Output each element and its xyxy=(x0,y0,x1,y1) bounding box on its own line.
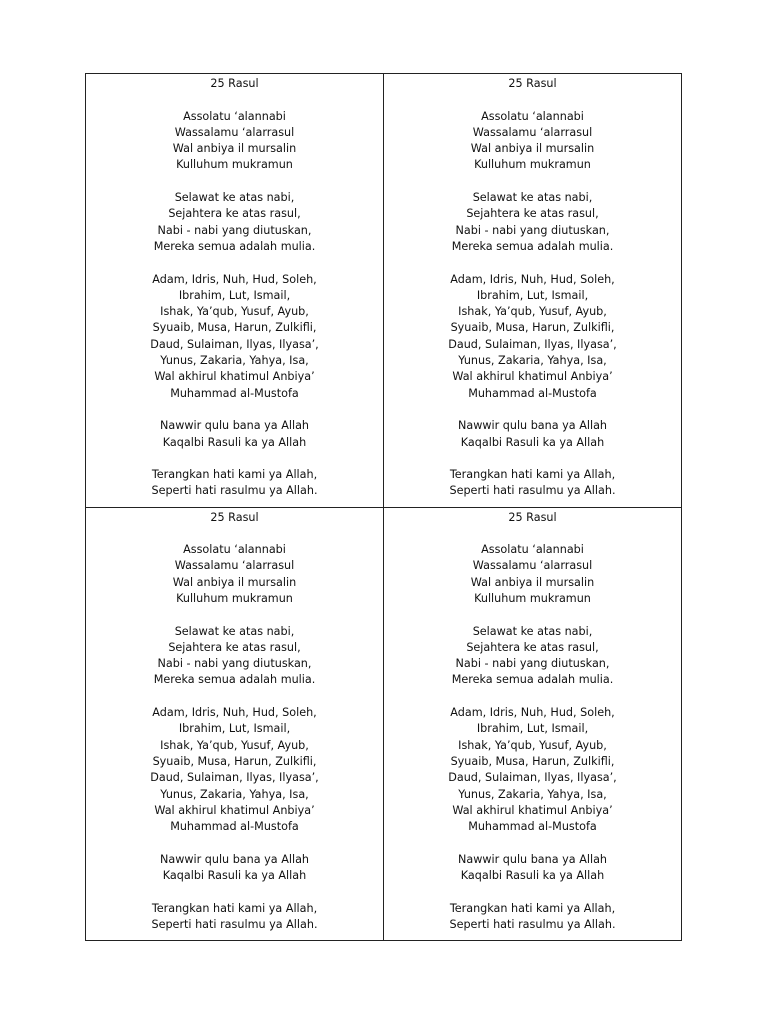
lyrics-card xyxy=(384,507,682,941)
lyric-line: Terangkan hati kami ya Allah, xyxy=(449,468,616,482)
stanza xyxy=(86,272,383,402)
lyric-line: Nabi - nabi yang diutuskan, xyxy=(157,657,312,671)
lyric-line: Seperti hati rasulmu ya Allah. xyxy=(449,917,616,931)
stanza xyxy=(86,624,383,689)
lyric-line: Sejahtera ke atas rasul, xyxy=(466,207,599,221)
lyric-line: Muhammad al-Mustofa xyxy=(170,386,299,400)
lyric-line: Wal akhirul khatimul Anbiya’ xyxy=(452,370,613,384)
lyric-line: Mereka semua adalah mulia. xyxy=(451,239,614,253)
lyric-line: Assolatu ‘alannabi xyxy=(183,109,286,123)
lyric-line: Daud, Sulaiman, Ilyas, Ilyasa’, xyxy=(150,771,319,785)
lyric-line: Muhammad al-Mustofa xyxy=(468,386,597,400)
lyric-line: Mereka semua adalah mulia. xyxy=(153,673,316,687)
lyric-line: Selawat ke atas nabi, xyxy=(472,624,593,638)
lyric-line: Mereka semua adalah mulia. xyxy=(451,673,614,687)
lyric-line: Assolatu ‘alannabi xyxy=(183,543,286,557)
lyric-line: Yunus, Zakaria, Yahya, Isa, xyxy=(458,787,607,801)
lyric-line: Seperti hati rasulmu ya Allah. xyxy=(151,917,318,931)
lyric-line: Kaqalbi Rasuli ka ya Allah xyxy=(162,435,307,449)
lyric-line: Wassalamu ‘alarrasul xyxy=(174,125,295,139)
lyric-line: Terangkan hati kami ya Allah, xyxy=(449,901,616,915)
lyric-line: Sejahtera ke atas rasul, xyxy=(168,640,301,654)
stanza xyxy=(384,190,681,255)
lyric-line: Syuaib, Musa, Harun, Zulkifli, xyxy=(450,754,615,768)
lyric-line: Kulluhum mukramun xyxy=(474,158,591,172)
lyric-line: Adam, Idris, Nuh, Hud, Soleh, xyxy=(152,706,317,720)
lyric-line: Wal anbiya il mursalin xyxy=(470,575,595,589)
stanza xyxy=(86,109,383,174)
lyric-line: Kulluhum mukramun xyxy=(474,591,591,605)
stanza xyxy=(384,418,681,451)
stanza xyxy=(384,705,681,835)
lyric-line: Yunus, Zakaria, Yahya, Isa, xyxy=(160,354,309,368)
card-content xyxy=(86,508,383,934)
card-content xyxy=(384,508,681,934)
lyric-line: Wassalamu ‘alarrasul xyxy=(174,559,295,573)
lyric-line: Adam, Idris, Nuh, Hud, Soleh, xyxy=(450,272,615,286)
lyric-line: Ibrahim, Lut, Ismail, xyxy=(178,722,291,736)
card-content xyxy=(86,74,383,500)
stanza xyxy=(86,852,383,885)
lyric-line: Muhammad al-Mustofa xyxy=(170,820,299,834)
lyric-line: Daud, Sulaiman, Ilyas, Ilyasa’, xyxy=(150,337,319,351)
lyric-line: Ishak, Ya’qub, Yusuf, Ayub, xyxy=(458,305,607,319)
lyric-line: Wassalamu ‘alarrasul xyxy=(472,559,593,573)
lyric-line: Kaqalbi Rasuli ka ya Allah xyxy=(460,869,605,883)
lyric-line: Nawwir qulu bana ya Allah xyxy=(457,852,608,866)
lyric-line: Sejahtera ke atas rasul, xyxy=(168,207,301,221)
stanza xyxy=(86,467,383,500)
lyric-line: Ishak, Ya’qub, Yusuf, Ayub, xyxy=(458,738,607,752)
lyric-line: Nawwir qulu bana ya Allah xyxy=(159,852,310,866)
lyric-line: Selawat ke atas nabi, xyxy=(472,191,593,205)
stanza xyxy=(384,272,681,402)
lyric-line: Ibrahim, Lut, Ismail, xyxy=(178,288,291,302)
lyrics-card xyxy=(384,74,682,508)
lyric-line: Muhammad al-Mustofa xyxy=(468,820,597,834)
card-title: 25 Rasul xyxy=(210,510,259,524)
stanza xyxy=(86,418,383,451)
lyrics-card-grid xyxy=(85,73,682,941)
stanza xyxy=(86,901,383,934)
card-content xyxy=(384,74,681,500)
lyric-line: Syuaib, Musa, Harun, Zulkifli, xyxy=(450,321,615,335)
lyric-line: Kulluhum mukramun xyxy=(176,591,293,605)
lyric-line: Wassalamu ‘alarrasul xyxy=(472,125,593,139)
card-title: 25 Rasul xyxy=(508,510,557,524)
lyric-line: Selawat ke atas nabi, xyxy=(174,191,295,205)
lyric-line: Seperti hati rasulmu ya Allah. xyxy=(151,484,318,498)
card-row xyxy=(86,507,682,941)
lyric-line: Wal akhirul khatimul Anbiya’ xyxy=(154,370,315,384)
stanza xyxy=(384,901,681,934)
lyric-line: Nabi - nabi yang diutuskan, xyxy=(455,657,610,671)
lyric-line: Kulluhum mukramun xyxy=(176,158,293,172)
lyric-line: Wal akhirul khatimul Anbiya’ xyxy=(154,803,315,817)
lyric-line: Wal anbiya il mursalin xyxy=(172,575,297,589)
lyric-line: Assolatu ‘alannabi xyxy=(481,543,584,557)
card-title: 25 Rasul xyxy=(508,77,557,90)
lyric-line: Assolatu ‘alannabi xyxy=(481,109,584,123)
lyric-line: Ishak, Ya’qub, Yusuf, Ayub, xyxy=(160,738,309,752)
card-title: 25 Rasul xyxy=(210,77,259,90)
lyric-line: Ibrahim, Lut, Ismail, xyxy=(476,722,589,736)
lyric-line: Ishak, Ya’qub, Yusuf, Ayub, xyxy=(160,305,309,319)
lyric-line: Wal anbiya il mursalin xyxy=(172,142,297,156)
lyric-line: Ibrahim, Lut, Ismail, xyxy=(476,288,589,302)
lyric-line: Selawat ke atas nabi, xyxy=(174,624,295,638)
lyric-line: Seperti hati rasulmu ya Allah. xyxy=(449,484,616,498)
lyric-line: Yunus, Zakaria, Yahya, Isa, xyxy=(458,354,607,368)
lyrics-card xyxy=(86,507,384,941)
lyric-line: Nawwir qulu bana ya Allah xyxy=(457,419,608,433)
stanza xyxy=(384,467,681,500)
lyric-line: Nabi - nabi yang diutuskan, xyxy=(157,223,312,237)
lyric-line: Kaqalbi Rasuli ka ya Allah xyxy=(460,435,605,449)
stanza xyxy=(384,542,681,607)
lyric-line: Kaqalbi Rasuli ka ya Allah xyxy=(162,869,307,883)
lyric-line: Nabi - nabi yang diutuskan, xyxy=(455,223,610,237)
lyric-line: Adam, Idris, Nuh, Hud, Soleh, xyxy=(152,272,317,286)
lyric-line: Daud, Sulaiman, Ilyas, Ilyasa’, xyxy=(448,337,617,351)
lyric-line: Adam, Idris, Nuh, Hud, Soleh, xyxy=(450,706,615,720)
lyric-line: Syuaib, Musa, Harun, Zulkifli, xyxy=(152,754,317,768)
lyric-line: Nawwir qulu bana ya Allah xyxy=(159,419,310,433)
lyric-line: Mereka semua adalah mulia. xyxy=(153,239,316,253)
stanza xyxy=(86,705,383,835)
lyric-line: Yunus, Zakaria, Yahya, Isa, xyxy=(160,787,309,801)
card-row xyxy=(86,74,682,508)
stanza xyxy=(86,190,383,255)
lyric-line: Syuaib, Musa, Harun, Zulkifli, xyxy=(152,321,317,335)
stanza xyxy=(384,852,681,885)
stanza xyxy=(86,542,383,607)
lyric-line: Terangkan hati kami ya Allah, xyxy=(151,468,318,482)
lyrics-card xyxy=(86,74,384,508)
lyric-line: Wal akhirul khatimul Anbiya’ xyxy=(452,803,613,817)
stanza xyxy=(384,624,681,689)
stanza xyxy=(384,109,681,174)
lyric-line: Sejahtera ke atas rasul, xyxy=(466,640,599,654)
lyric-line: Daud, Sulaiman, Ilyas, Ilyasa’, xyxy=(448,771,617,785)
lyric-line: Wal anbiya il mursalin xyxy=(470,142,595,156)
lyric-line: Terangkan hati kami ya Allah, xyxy=(151,901,318,915)
